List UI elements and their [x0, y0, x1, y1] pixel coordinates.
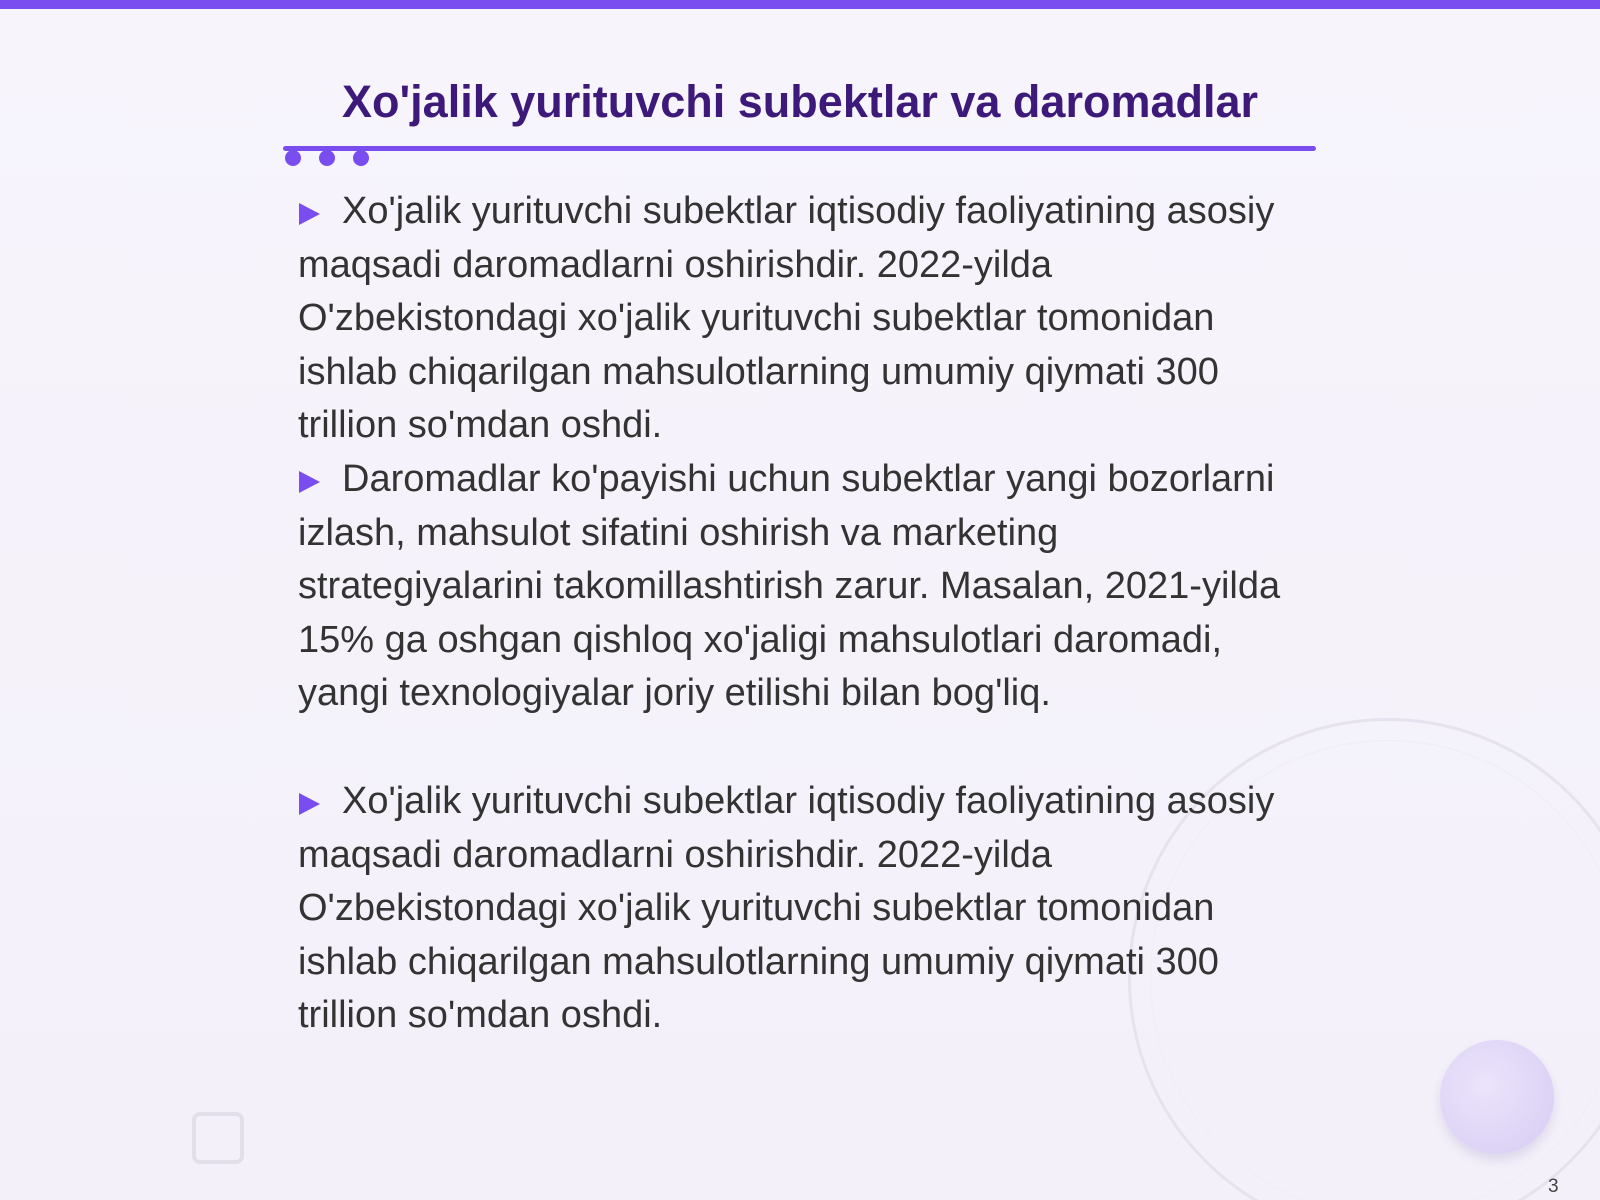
underline-dot	[353, 150, 369, 166]
underline-dot	[285, 150, 301, 166]
triangle-right-icon	[299, 471, 320, 493]
bullet-item	[298, 453, 1308, 775]
bullet-text: Xo'jalik yurituvchi subektlar iqtisodiy faoliyatining asosiy maqsadi daromadlarni oshirishdir. 2022-yilda O'zbekistondagi xo'jalik yurituvchi subektlar tomonidan ishlab chiqarilgan mahsulotlarning umumiy qiymati 300 trillion so'mdan oshdi.	[298, 780, 1275, 1036]
decorative-circle	[1440, 1040, 1554, 1154]
title-underline	[283, 146, 1316, 151]
underline-dot	[319, 150, 335, 166]
bullet-list	[298, 185, 1308, 1043]
bullet-item	[298, 185, 1308, 453]
decorative-square	[192, 1112, 244, 1164]
slide-title: Xo'jalik yurituvchi subektlar va daromadlar	[341, 76, 1259, 127]
triangle-right-icon	[299, 793, 320, 815]
bullet-item	[298, 775, 1308, 1043]
bullet-text: Xo'jalik yurituvchi subektlar iqtisodiy faoliyatining asosiy maqsadi daromadlarni oshirishdir. 2022-yilda O'zbekistondagi xo'jalik yurituvchi subektlar tomonidan ishlab chiqarilgan mahsulotlarning umumiy qiymati 300 trillion so'mdan oshdi.	[298, 190, 1275, 446]
triangle-right-icon	[299, 203, 320, 225]
page-number: 3	[1548, 1176, 1559, 1197]
bullet-text: Daromadlar ko'payishi uchun subektlar yangi bozorlarni izlash, mahsulot sifatini oshirish va marketing strategiyalarini takomillashtirish zarur. Masalan, 2021-yilda 15% ga oshgan qishloq xo'jaligi mahsulotlari daromadi, yangi texnologiyalar joriy etilishi bilan bog'liq.	[298, 458, 1281, 714]
top-accent-bar	[0, 0, 1600, 9]
